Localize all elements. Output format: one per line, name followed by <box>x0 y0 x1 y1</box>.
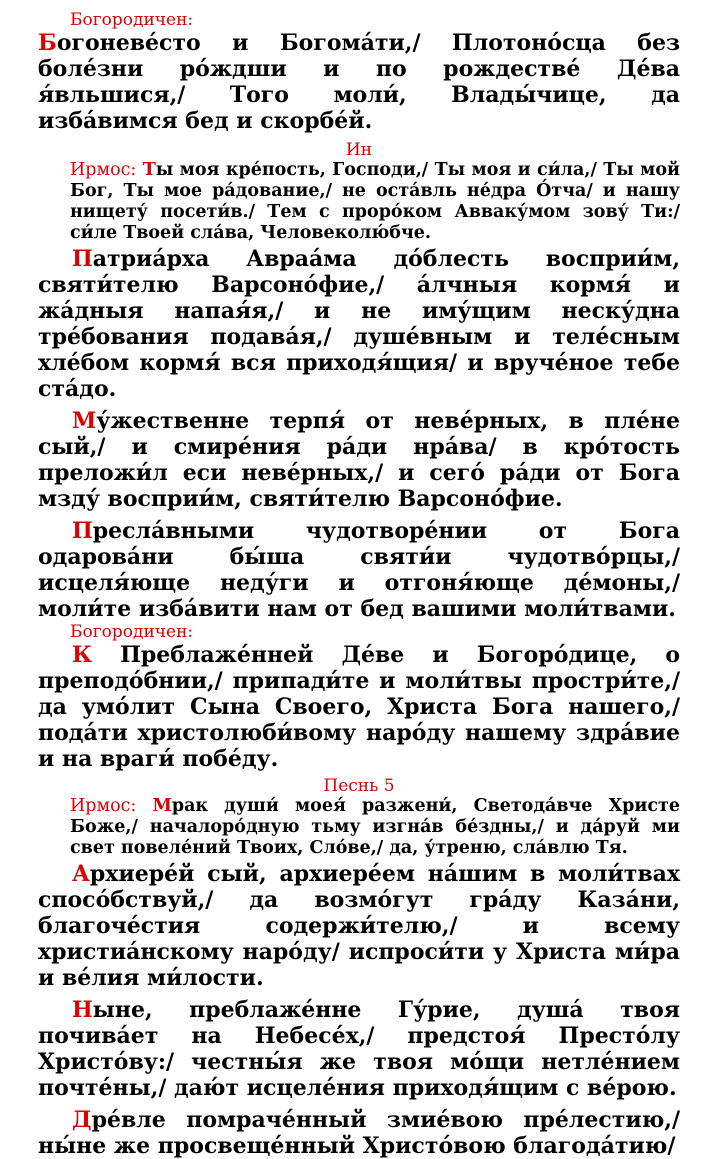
irmos-label: Ирмос: <box>70 796 137 816</box>
drop-cap: П <box>72 518 93 544</box>
irmos-text: рак души́ моея́ разжени́, Светода́вче Христе Боже,/ началоро́дную тьму изгна́в бе́здны,/ и да́руй ми свет повеле́ний Твоих, Сло́ве,/ да, у́треню, сла́влю Тя. <box>70 796 681 858</box>
troparion-text: рхиере́й сый, архиере́ем на́шим в моли́твах спосо́бствуй,/ да возмо́гут гра́ду Каза́ни, благоче́стия содержи́телю,/ и всему христиа́нскому наро́ду/ испроси́ти у Христа ми́ра и ве́лия ми́лости. <box>38 861 680 991</box>
troparion-bogorodichen-1 <box>38 30 680 134</box>
page <box>38 10 680 1159</box>
troparion-3 <box>38 518 680 622</box>
troparion-5 <box>38 997 680 1101</box>
drop-cap: Б <box>38 30 57 56</box>
drop-cap: П <box>72 246 93 272</box>
drop-cap: Т <box>142 160 156 180</box>
troparion-text: огоневе́сто и Богома́ти,/ Плотоно́сца без боле́зни ро́ждши и по рождестве́ Де́ва я́вльшися,/ Того моли́, Влады́чице, да изба́вимся бед и скорбе́й. <box>38 30 680 134</box>
bogorodichen-label: Богородичен: <box>70 622 194 642</box>
troparion-6 <box>38 1107 680 1159</box>
troparion-4 <box>38 861 680 991</box>
irmos-text: ы моя кре́пость, Господи,/ Ты моя и си́ла,/ Ты мой Бог, Ты мое ра́дование,/ не оста́вль не́дра О́тча/ и нашу нищету́ посети́в./ Тем с проро́ком Авваку́мом зову́ Ти:/ си́ле Твоей сла́ва, Человеколю́бче. <box>70 160 681 243</box>
drop-cap: Д <box>72 1107 92 1133</box>
troparion-text: атриа́рха Авраа́ма до́блесть восприи́м, святи́телю Варсоно́фие,/ а́лчныя кормя́ и жа́дныя напая́я,/ и не иму́щим неску́дна тре́бования подава́я,/ душе́вным и теле́сным хле́бом кормя́ вся приходя́щия/ и вруче́ное тебе ста́до. <box>38 246 680 402</box>
irmos-ode-4 <box>70 160 680 244</box>
troparion-text: у́жественне терпя́ от неве́рных, в пле́не сый,/ и смире́ния ра́ди нра́ва/ в кро́тость преложи́л еси неве́рных,/ и сего́ ра́ди от Бога мзду́ восприи́м, святи́телю Варсоно́фие. <box>38 408 680 512</box>
drop-cap: А <box>72 861 90 887</box>
drop-cap: М <box>152 796 172 816</box>
troparion-text: ресла́вными чудотворе́нии от Бога одарова́ни бы́ша святи́и чудотво́рцы,/ исцеля́юще неду́ги и отгоня́юще де́моны,/ моли́те изба́вити нам от бед вашими моли́твами. <box>38 518 680 622</box>
troparion-bogorodichen-2 <box>38 642 680 772</box>
in-heading: Ин <box>345 140 373 160</box>
drop-cap: К <box>72 642 93 668</box>
troparion-text: ре́вле помраче́нный змие́вою пре́лестию,/ ны́не же просвеще́нный Христо́вою благода́тию/ <box>38 1107 680 1159</box>
song-5-heading: Песнь 5 <box>323 776 395 796</box>
drop-cap: М <box>72 408 97 434</box>
troparion-2 <box>38 408 680 512</box>
drop-cap: Н <box>72 997 93 1023</box>
bogorodichen-label: Богородичен: <box>70 10 194 30</box>
irmos-label: Ирмос: <box>70 160 137 180</box>
troparion-1 <box>38 246 680 402</box>
irmos-ode-5 <box>70 796 680 859</box>
troparion-text: ыне, преблаже́нне Гу́рие, душа́ твоя почива́ет на Небесе́х,/ предстоя́ Престо́лу Христо́ву:/ честны́я же твоя мо́щи нетле́нием почте́ны,/ даю́т исцеле́ния приходя́щим с ве́рою. <box>38 997 680 1101</box>
troparion-text: Преблаже́нней Де́ве и Богоро́дице, о преподо́бнии,/ припади́те и моли́твы простри́те,/ да умо́лит Сына Своего, Христа Бога нашего,/ пода́ти христолюби́вому наро́ду нашему здра́вие и на враги́ побе́ду. <box>38 642 680 772</box>
